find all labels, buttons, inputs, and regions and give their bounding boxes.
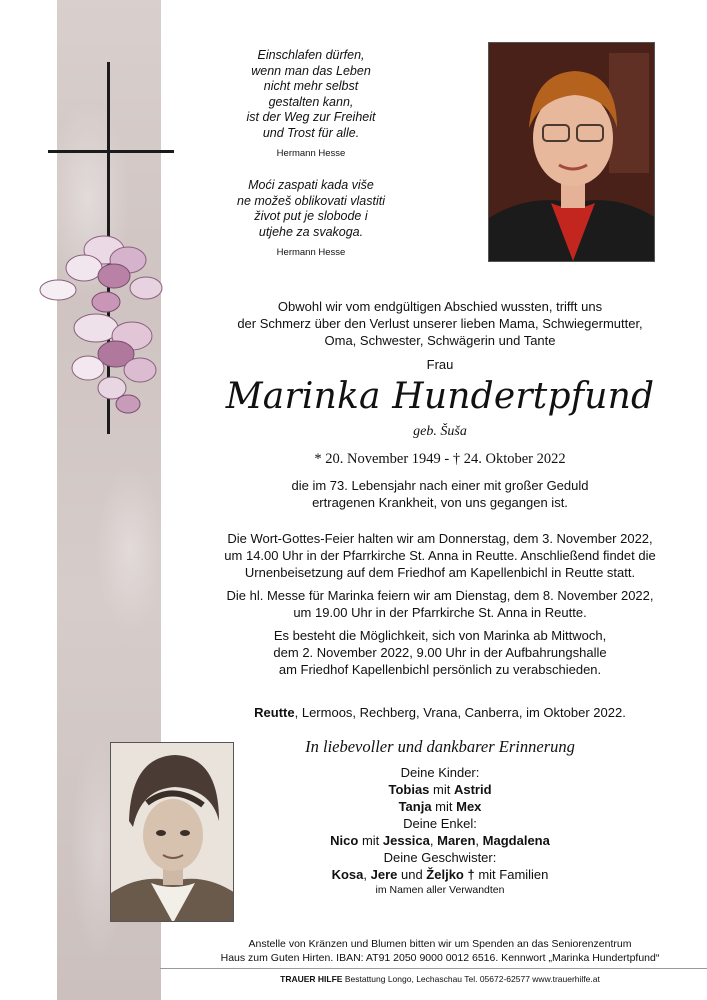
ceremony-line: Urnenbeisetzung auf dem Friedhof am Kapellenbichl in Reutte statt. (244, 565, 636, 580)
poem-croatian (222, 178, 400, 261)
connector: und (397, 867, 427, 882)
family-member: Jere (370, 867, 398, 882)
farewell-line: am Friedhof Kapellenbichl persönlich zu verabschieden. (278, 662, 602, 677)
family-list (190, 764, 690, 898)
place-rest: , Lermoos, Rechberg, Vrana, Canberra, im Oktober 2022. (294, 705, 626, 720)
intro-line: Oma, Schwester, Schwägerin und Tante (324, 333, 556, 348)
poem-line: ist der Weg zur Freiheit (246, 110, 376, 124)
flower-blossom (72, 314, 156, 413)
passing-text (190, 477, 690, 511)
connector: mit (358, 833, 383, 848)
family-member: Tanja (398, 799, 432, 814)
place-town: Reutte (254, 705, 295, 720)
passing-line: die im 73. Lebensjahr nach einer mit großer Geduld (291, 478, 589, 493)
portrait-image (111, 743, 234, 922)
footer-divider (160, 968, 707, 969)
poem-line: život put je slobode i (254, 209, 368, 223)
poem-line: wenn man das Leben (251, 63, 371, 78)
portrait-photo-young (110, 742, 234, 922)
siblings-row (190, 866, 690, 883)
ceremony-text (190, 530, 690, 581)
life-dates: * 20. November 1949 - † 24. Oktober 2022 (314, 451, 566, 467)
connector: , (363, 867, 371, 882)
grandchildren-row (190, 832, 690, 849)
family-member: Željko † (426, 867, 475, 882)
children-row (190, 781, 690, 798)
place-date (190, 704, 690, 721)
family-member: Magdalena (482, 833, 550, 848)
relatives-note: im Namen aller Verwandten (375, 884, 505, 896)
intro-line: Obwohl wir vom endgültigen Abschied wussten, trifft uns (277, 299, 603, 314)
poem-line: ne možeš oblikovati vlastiti (237, 193, 385, 208)
intro-text (190, 298, 690, 373)
poem-line: Einschlafen dürfen, (257, 48, 365, 62)
family-member: Mex (456, 799, 482, 814)
poem-line: Moći zaspati kada više (248, 178, 374, 192)
portrait-image (489, 43, 655, 262)
poem-line: utjehe za svakoga. (258, 224, 364, 239)
poem-line: und Trost für alle. (262, 125, 360, 140)
siblings-label: Deine Geschwister: (383, 850, 497, 865)
poem-line: nicht mehr selbst (263, 79, 359, 93)
farewell-line: Es besteht die Möglichkeit, sich von Marinka ab Mittwoch, (273, 628, 607, 643)
connector: mit (431, 799, 457, 814)
grandchildren-label: Deine Enkel: (403, 816, 477, 831)
ceremony-line: Die Wort-Gottes-Feier halten wir am Donnerstag, dem 3. November 2022, (227, 531, 653, 546)
footer-contact: Bestattung Longo, Lechaschau Tel. 05672-62577 www.trauerhilfe.at (342, 974, 600, 984)
family-member: Jessica (382, 833, 430, 848)
children-row (190, 798, 690, 815)
passing-line: ertragenen Krankheit, von uns gegangen ist. (312, 495, 568, 510)
donation-note (190, 937, 690, 965)
portrait-photo-recent (488, 42, 655, 262)
poem-line: gestalten kann, (268, 94, 354, 109)
family-member: Astrid (453, 782, 492, 797)
deceased-name: Marinka Hundertpfund (225, 376, 655, 417)
farewell-line: dem 2. November 2022, 9.00 Uhr in der Aufbahrungshalle (273, 645, 607, 660)
family-member: Kosa (331, 867, 364, 882)
ceremony-line: um 14.00 Uhr in der Pfarrkirche St. Anna in Reutte. Anschließend findet die (224, 548, 656, 563)
poem-author: Hermann Hesse (276, 247, 346, 258)
connector: , (475, 833, 483, 848)
footer (190, 974, 690, 984)
poem-german (222, 48, 400, 162)
family-member: Tobias (388, 782, 430, 797)
connector: mit (429, 782, 454, 797)
donation-line: Haus zum Guten Hirten. IBAN: AT91 2050 9000 0012 6516. Kennwort „Marinka Hundertpfund“ (220, 952, 660, 964)
donation-line: Anstelle von Kränzen und Blumen bitten wir um Spenden an das Seniorenzentrum (248, 938, 632, 950)
mass-line: Die hl. Messe für Marinka feiern wir am Dienstag, dem 8. November 2022, (226, 588, 654, 603)
footer-brand: TRAUER HILFE (280, 974, 343, 984)
intro-line: der Schmerz über den Verlust unserer lieben Mama, Schwiegermutter, (237, 316, 643, 331)
mass-line: um 19.00 Uhr in der Pfarrkirche St. Anna in Reutte. (293, 605, 587, 620)
family-member: Nico (330, 833, 359, 848)
flower-blossom (40, 236, 162, 312)
poem-author: Hermann Hesse (276, 148, 346, 159)
mass-text (190, 587, 690, 621)
flower-decoration (36, 228, 176, 418)
maiden-name: geb. Šuša (413, 424, 467, 439)
farewell-text (190, 627, 690, 678)
salutation: Frau (426, 357, 454, 372)
children-label: Deine Kinder: (400, 765, 480, 780)
connector: mit Familien (474, 867, 549, 882)
family-member: Maren (437, 833, 476, 848)
remembrance-heading: In liebevoller und dankbarer Erinnerung (305, 737, 575, 756)
cross-horizontal-beam (48, 150, 174, 153)
connector: , (429, 833, 438, 848)
